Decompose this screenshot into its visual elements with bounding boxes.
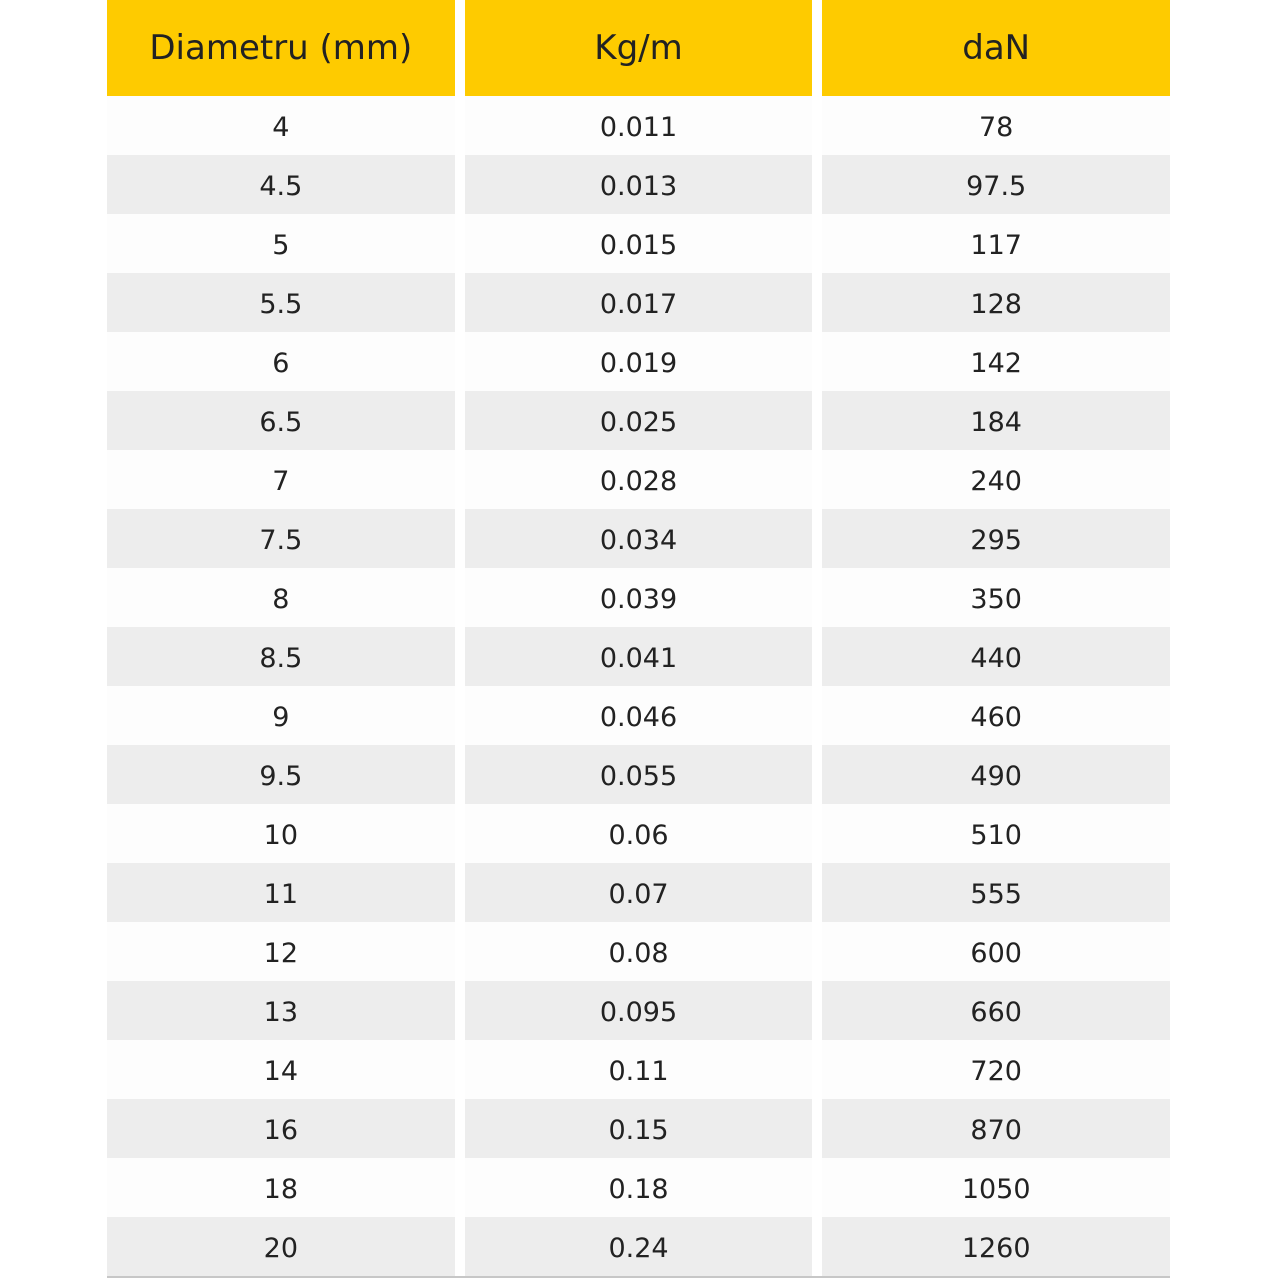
cell-weight: 0.11 (465, 1040, 813, 1099)
cell-weight: 0.025 (465, 391, 813, 450)
table-body (107, 96, 1170, 1276)
cell-weight: 0.041 (465, 627, 813, 686)
cell-breaking-load: 184 (822, 391, 1170, 450)
cell-weight: 0.034 (465, 509, 813, 568)
table-row (107, 863, 1170, 922)
cell-diameter: 7.5 (107, 509, 455, 568)
column-header-diameter: Diametru (mm) (107, 0, 455, 96)
table-row (107, 627, 1170, 686)
cell-diameter: 11 (107, 863, 455, 922)
cell-breaking-load: 555 (822, 863, 1170, 922)
cell-diameter: 9 (107, 686, 455, 745)
cell-breaking-load: 1050 (822, 1158, 1170, 1217)
cell-breaking-load: 240 (822, 450, 1170, 509)
table-row (107, 509, 1170, 568)
table-row (107, 686, 1170, 745)
cell-weight: 0.15 (465, 1099, 813, 1158)
cell-weight: 0.08 (465, 922, 813, 981)
cell-breaking-load: 440 (822, 627, 1170, 686)
cell-breaking-load: 350 (822, 568, 1170, 627)
cell-breaking-load: 128 (822, 273, 1170, 332)
cell-weight: 0.046 (465, 686, 813, 745)
cell-weight: 0.013 (465, 155, 813, 214)
cell-diameter: 8.5 (107, 627, 455, 686)
column-header-breaking-load: daN (822, 0, 1170, 96)
cell-diameter: 16 (107, 1099, 455, 1158)
cell-breaking-load: 117 (822, 214, 1170, 273)
cell-weight: 0.18 (465, 1158, 813, 1217)
cell-diameter: 4.5 (107, 155, 455, 214)
cell-breaking-load: 142 (822, 332, 1170, 391)
cell-breaking-load: 1260 (822, 1217, 1170, 1276)
table-row (107, 1217, 1170, 1276)
cell-weight: 0.24 (465, 1217, 813, 1276)
table-row (107, 804, 1170, 863)
table-row (107, 155, 1170, 214)
table-row (107, 96, 1170, 155)
table-row (107, 568, 1170, 627)
cell-breaking-load: 720 (822, 1040, 1170, 1099)
table-row (107, 745, 1170, 804)
cell-weight: 0.015 (465, 214, 813, 273)
table-row (107, 1099, 1170, 1158)
cell-weight: 0.095 (465, 981, 813, 1040)
table-row (107, 922, 1170, 981)
cell-weight: 0.06 (465, 804, 813, 863)
cell-diameter: 4 (107, 96, 455, 155)
cell-breaking-load: 490 (822, 745, 1170, 804)
cell-breaking-load: 870 (822, 1099, 1170, 1158)
table-row (107, 214, 1170, 273)
cell-weight: 0.07 (465, 863, 813, 922)
cell-weight: 0.017 (465, 273, 813, 332)
cell-diameter: 9.5 (107, 745, 455, 804)
cell-diameter: 13 (107, 981, 455, 1040)
cell-diameter: 8 (107, 568, 455, 627)
cell-diameter: 5 (107, 214, 455, 273)
cell-diameter: 20 (107, 1217, 455, 1276)
table-row (107, 273, 1170, 332)
cell-diameter: 6 (107, 332, 455, 391)
cell-weight: 0.019 (465, 332, 813, 391)
table-row (107, 450, 1170, 509)
table-row (107, 981, 1170, 1040)
cell-breaking-load: 295 (822, 509, 1170, 568)
column-header-weight: Kg/m (465, 0, 813, 96)
cell-weight: 0.028 (465, 450, 813, 509)
table-row (107, 391, 1170, 450)
table-row (107, 332, 1170, 391)
cell-diameter: 5.5 (107, 273, 455, 332)
cell-diameter: 6.5 (107, 391, 455, 450)
table-row (107, 1158, 1170, 1217)
cell-breaking-load: 510 (822, 804, 1170, 863)
cell-breaking-load: 600 (822, 922, 1170, 981)
cell-diameter: 14 (107, 1040, 455, 1099)
cell-weight: 0.039 (465, 568, 813, 627)
cell-weight: 0.055 (465, 745, 813, 804)
cell-breaking-load: 660 (822, 981, 1170, 1040)
cell-breaking-load: 78 (822, 96, 1170, 155)
cell-weight: 0.011 (465, 96, 813, 155)
table-row (107, 1040, 1170, 1099)
cell-diameter: 10 (107, 804, 455, 863)
spec-table (107, 0, 1170, 1278)
cell-breaking-load: 460 (822, 686, 1170, 745)
table-header-row (107, 0, 1170, 96)
cell-diameter: 7 (107, 450, 455, 509)
cell-diameter: 12 (107, 922, 455, 981)
cell-breaking-load: 97.5 (822, 155, 1170, 214)
cell-diameter: 18 (107, 1158, 455, 1217)
